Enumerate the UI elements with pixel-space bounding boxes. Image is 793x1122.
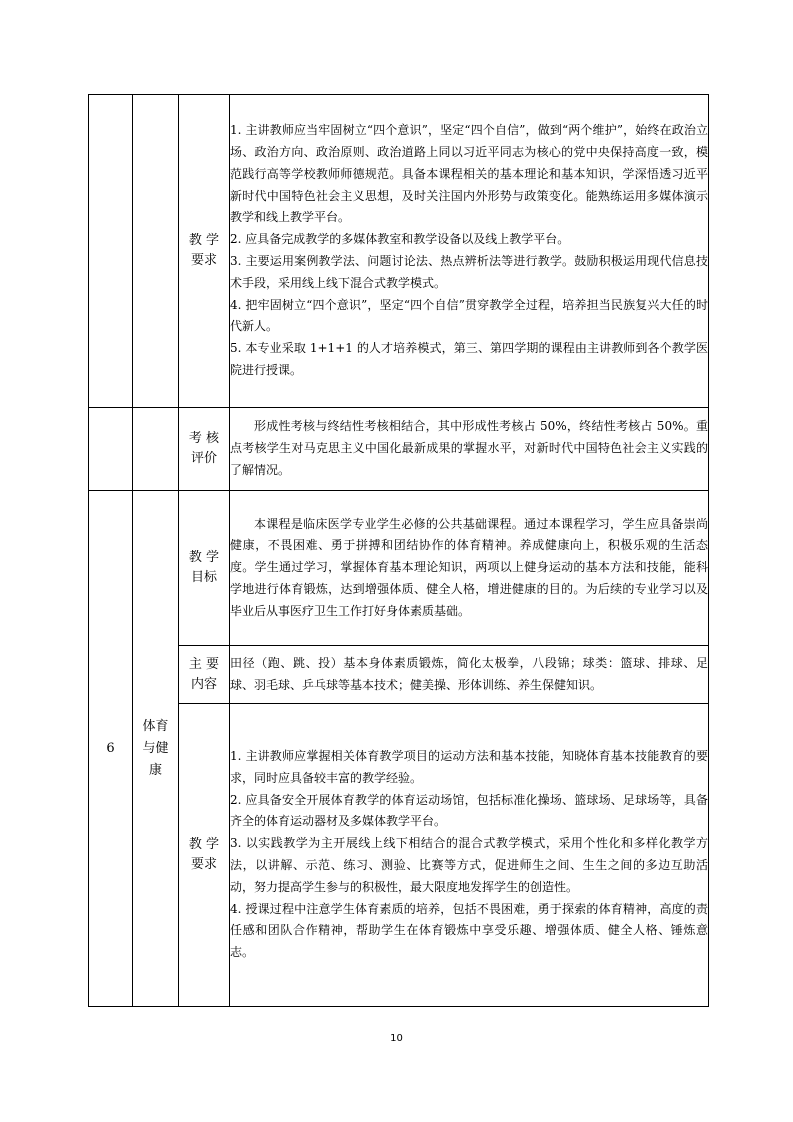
course-name: 体育 与健 康 bbox=[142, 718, 169, 778]
course-number-cell bbox=[89, 491, 133, 1007]
main-content-content bbox=[230, 646, 709, 704]
paragraph: 3. 主要运用案例教学法、问题讨论法、热点辨析法等进行教学。鼓励积极运用现代信息技术手段，采用线上线下混合式教学模式。 bbox=[230, 254, 708, 290]
curriculum-table bbox=[88, 94, 709, 1007]
label-text: 考 核 评价 bbox=[188, 431, 220, 466]
paragraph: 5. 本专业采取 1+1+1 的人才培养模式，第三、第四学期的课程由主讲教师到各个教学医院进行授课。 bbox=[230, 341, 708, 377]
teaching-requirements-content bbox=[230, 704, 709, 1007]
paragraph: 4. 授课过程中注意学生体育素质的培养，包括不畏困难，勇于探索的体育精神，高度的责任感和团队合作精神，帮助学生在体育锻炼中享受乐趣、增强体质、健全人格、锤炼意志。 bbox=[230, 901, 708, 960]
table-row bbox=[89, 491, 709, 646]
paragraph: 1. 主讲教师应当牢固树立“四个意识”，坚定“四个自信”，做到“两个维护”，始终在政治立场、政治方向、政治原则、政治道路上同以习近平同志为核心的党中央保持高度一致，模范践行高等学校教师师德规范。具备本课程相关的基本理论和基本知识，学深悟透习近平新时代中国特色社会主义思想，及时关注国内外形势与政策变化。能熟练运用多媒体演示教学和线上教学平台。 bbox=[230, 123, 708, 225]
paragraph: 本课程是临床医学专业学生必修的公共基础课程。通过本课程学习，学生应具备崇尚健康，不畏困难、勇于拼搏和团结协作的体育精神。养成健康向上，积极乐观的生活态度。学生通过学习，掌握体育基本理论知识，两项以上健身运动的基本方法和技能，能科学地进行体育锻炼，达到增强体质、健全人格，增进健康的目的。为后续的专业学习以及毕业后从事医疗卫生工作打好身体素质基础。 bbox=[230, 516, 708, 618]
table-row bbox=[89, 646, 709, 704]
teaching-goals-content bbox=[230, 491, 709, 646]
course-name-cell bbox=[133, 491, 179, 1007]
label-text: 教 学 目标 bbox=[188, 550, 220, 585]
table-row bbox=[89, 704, 709, 1007]
label-text: 主 要 内容 bbox=[188, 656, 220, 692]
course-name-cell-empty bbox=[133, 408, 179, 491]
course-number: 6 bbox=[106, 741, 115, 756]
assessment-content bbox=[230, 408, 709, 491]
table-row bbox=[89, 408, 709, 491]
paragraph: 1. 主讲教师应掌握相关体育教学项目的运动方法和基本技能，知晓体育基本技能教育的要求，同时应具备较丰富的教学经验。 bbox=[230, 749, 708, 785]
number-cell-empty bbox=[89, 95, 133, 408]
teaching-goals-label bbox=[179, 491, 230, 646]
teaching-requirements-content bbox=[230, 95, 709, 408]
paragraph: 3. 以实践教学为主开展线上线下相结合的混合式教学模式，采用个性化和多样化教学方法，以讲解、示范、练习、测验、比赛等方式，促进师生之间、生生之间的多边互助活动，努力提高学生参与的积极性，最大限度地发挥学生的创造性。 bbox=[230, 836, 708, 894]
teaching-requirements-label bbox=[179, 704, 230, 1007]
table-row bbox=[89, 95, 709, 408]
paragraph: 形成性考核与终结性考核相结合，其中形成性考核占 50%，终结性考核占 50%。重点考核学生对马克思主义中国化最新成果的掌握水平，对新时代中国特色社会主义实践的了解情况。 bbox=[230, 419, 708, 477]
label-text: 教 学 要求 bbox=[188, 233, 220, 268]
main-content-label bbox=[179, 646, 230, 704]
paragraph: 田径（跑、跳、投）基本身体素质锻炼，简化太极拳，八段锦；球类：篮球、排球、足球、羽毛球、乒乓球等基本技术；健美操、形体训练、养生保健知识。 bbox=[230, 655, 708, 692]
paragraph: 2. 应具备完成教学的多媒体教室和教学设备以及线上教学平台。 bbox=[230, 232, 570, 247]
paragraph: 4. 把牢固树立“四个意识”，坚定“四个自信”贯穿教学全过程，培养担当民族复兴大任的时代新人。 bbox=[230, 297, 708, 334]
page-number: 10 bbox=[390, 1033, 403, 1044]
assessment-label bbox=[179, 408, 230, 491]
course-name-cell-empty bbox=[133, 95, 179, 408]
teaching-requirements-label bbox=[179, 95, 230, 408]
label-text: 教 学 要求 bbox=[188, 837, 220, 872]
number-cell-empty bbox=[89, 408, 133, 491]
paragraph: 2. 应具备安全开展体育教学的体育运动场馆，包括标准化操场、篮球场、足球场等，具备齐全的体育运动器材及多媒体教学平台。 bbox=[230, 792, 708, 829]
